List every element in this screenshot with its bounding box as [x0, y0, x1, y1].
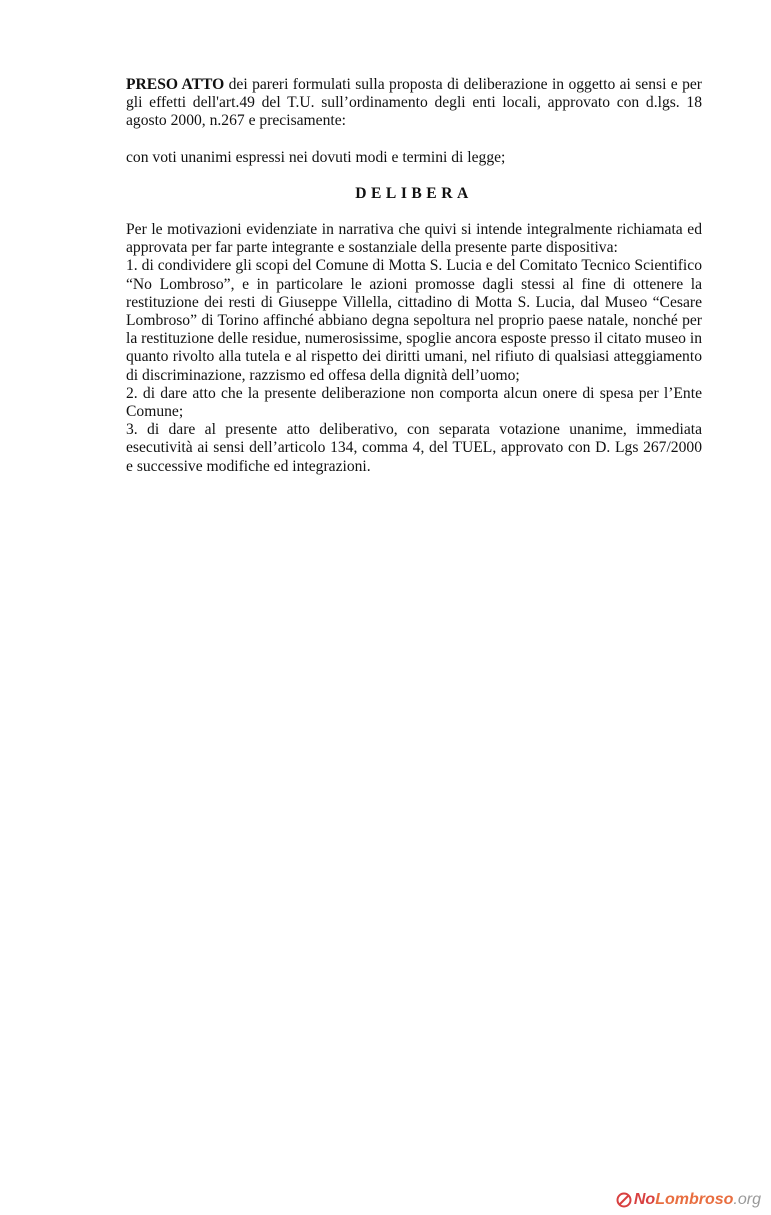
- motivation-paragraph: Per le motivazioni evidenziate in narrativa che quivi si intende integralmente richiamata ed approvata per far parte integrante e sostanziale della presente parte dispositiva:: [126, 221, 702, 257]
- no-sign-icon: [616, 1192, 632, 1208]
- document-body: [126, 76, 702, 476]
- item-1: 1. di condividere gli scopi del Comune di Motta S. Lucia e del Comitato Tecnico Scientifico “No Lombroso”, e in particolare le azioni promosse dagli stessi al fine di ottenere la restituzione dei resti di Giuseppe Villella, cittadino di Motta S. Lucia, dal Museo “Cesare Lombroso” di Torino affinché abbiano degna sepoltura nel proprio paese natale, nonché per la restituzione delle residue, numerosissime, spoglie ancora esposte presso il citato museo in quanto rivolto alla tutela e al rispetto dei diritti umani, nel rifiuto di qualsiasi atteggiamento di discriminazione, razzismo ed offesa della dignità dell’uomo;: [126, 257, 702, 384]
- item-3: 3. di dare al presente atto deliberativo, con separata votazione unanime, immediata esecutività ai sensi dell’articolo 134, comma 4, del TUEL, approvato con D. Lgs 267/2000 e successive modifiche ed integrazioni.: [126, 421, 702, 475]
- delibera-heading: DELIBERA: [355, 184, 473, 202]
- watermark-lombroso: Lombroso: [655, 1191, 734, 1208]
- spacer: [126, 131, 702, 149]
- intro-paragraph: [126, 76, 702, 131]
- nolombroso-watermark: [616, 1191, 761, 1209]
- watermark-no: No: [633, 1191, 656, 1208]
- votes-paragraph: con voti unanimi espressi nei dovuti modi e termini di legge;: [126, 148, 506, 166]
- watermark-org: .org: [733, 1191, 761, 1208]
- intro-lead: PRESO ATTO: [126, 76, 225, 93]
- spacer: [126, 203, 702, 221]
- item-2: 2. di dare atto che la presente deliberazione non comporta alcun onere di spesa per l’Ente Comune;: [126, 384, 702, 421]
- intro-text: dei pareri formulati sulla proposta di deliberazione in oggetto ai sensi e per gli effetti dell'art.49 del T.U. sull’ordinamento degli enti locali, approvato con d.lgs. 18 agosto 2000, n.267 e precisamente:: [126, 76, 703, 130]
- spacer: [126, 167, 702, 185]
